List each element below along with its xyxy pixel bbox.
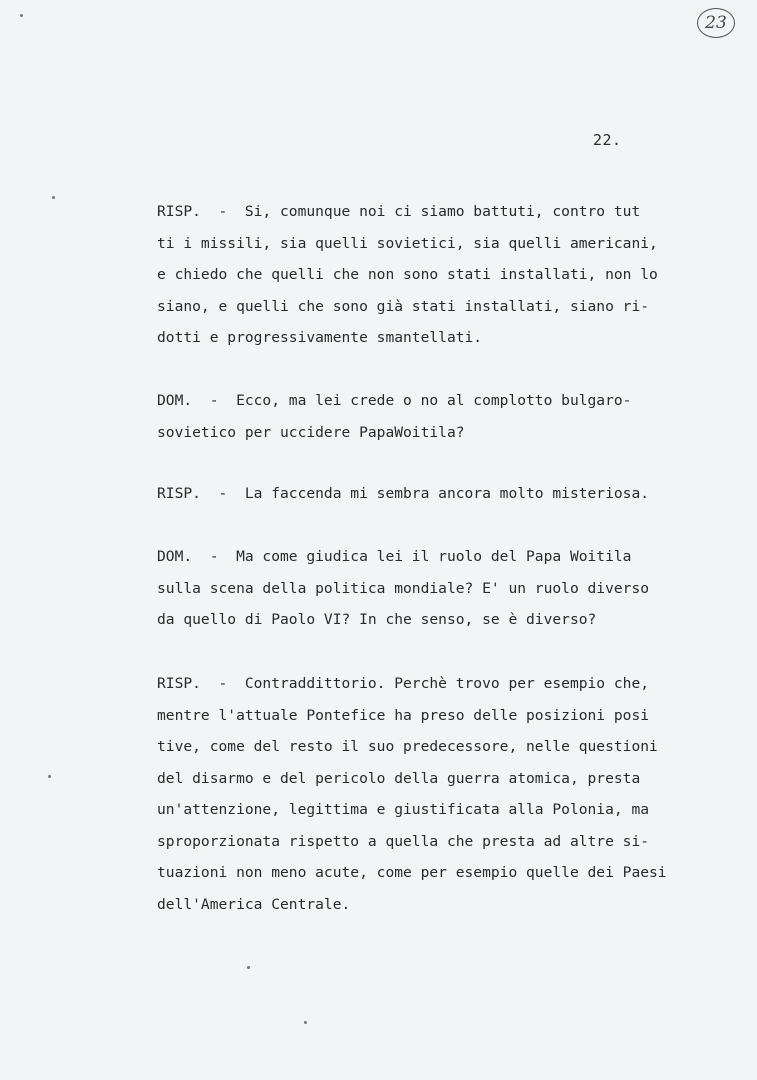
text-line: sovietico per uccidere PapaWoitila?: [157, 423, 465, 441]
text-line: e chiedo che quelli che non sono stati installati, non lo: [157, 266, 658, 283]
archive-page-stamp: 23: [697, 8, 735, 38]
text-line: dell'America Centrale.: [157, 895, 351, 913]
text-line: siano, e quelli che sono già stati installati, siano ri-: [157, 297, 650, 315]
text-line: DOM. - Ecco, ma lei crede o no al complotto bulgaro-: [157, 392, 632, 409]
text-line: ti i missili, sia quelli sovietici, sia quelli americani,: [157, 234, 658, 252]
paragraph-dom-2: [157, 541, 717, 636]
text-line: DOM. - Ma come giudica lei il ruolo del Papa Woitila: [157, 548, 632, 565]
text-line: sproporzionata rispetto a quella che presta ad altre si-: [157, 832, 650, 850]
text-line: RISP. - La faccenda mi sembra ancora molto misteriosa.: [157, 485, 650, 502]
text-line: sulla scena della politica mondiale? E' un ruolo diverso: [157, 579, 650, 597]
page-number: 22.: [593, 131, 622, 149]
paragraph-dom-1: [157, 385, 717, 448]
text-line: tive, come del resto il suo predecessore, nelle questioni: [157, 738, 658, 755]
scan-speck: [304, 1021, 307, 1024]
text-line: un'attenzione, legittima e giustificata alla Polonia, ma: [157, 801, 650, 818]
scan-speck: [247, 966, 250, 969]
text-line: RISP. - Si, comunque noi ci siamo battuti, contro tut: [157, 203, 641, 220]
text-line: RISP. - Contraddittorio. Perchè trovo per esempio che,: [157, 675, 650, 692]
text-line: dotti e progressivamente smantellati.: [157, 329, 483, 346]
scan-speck: [48, 775, 51, 778]
text-line: del disarmo e del pericolo della guerra atomica, presta: [157, 769, 641, 787]
paragraph-risp-2: [157, 478, 717, 510]
scan-speck: [20, 14, 23, 17]
text-line: tuazioni non meno acute, come per esempio quelle dei Paesi: [157, 864, 667, 881]
paragraph-risp-1: [157, 196, 717, 354]
text-line: da quello di Paolo VI? In che senso, se è diverso?: [157, 611, 597, 628]
scan-speck: [52, 196, 55, 199]
paragraph-risp-3: [157, 668, 717, 920]
text-line: mentre l'attuale Pontefice ha preso delle posizioni posi: [157, 706, 650, 724]
